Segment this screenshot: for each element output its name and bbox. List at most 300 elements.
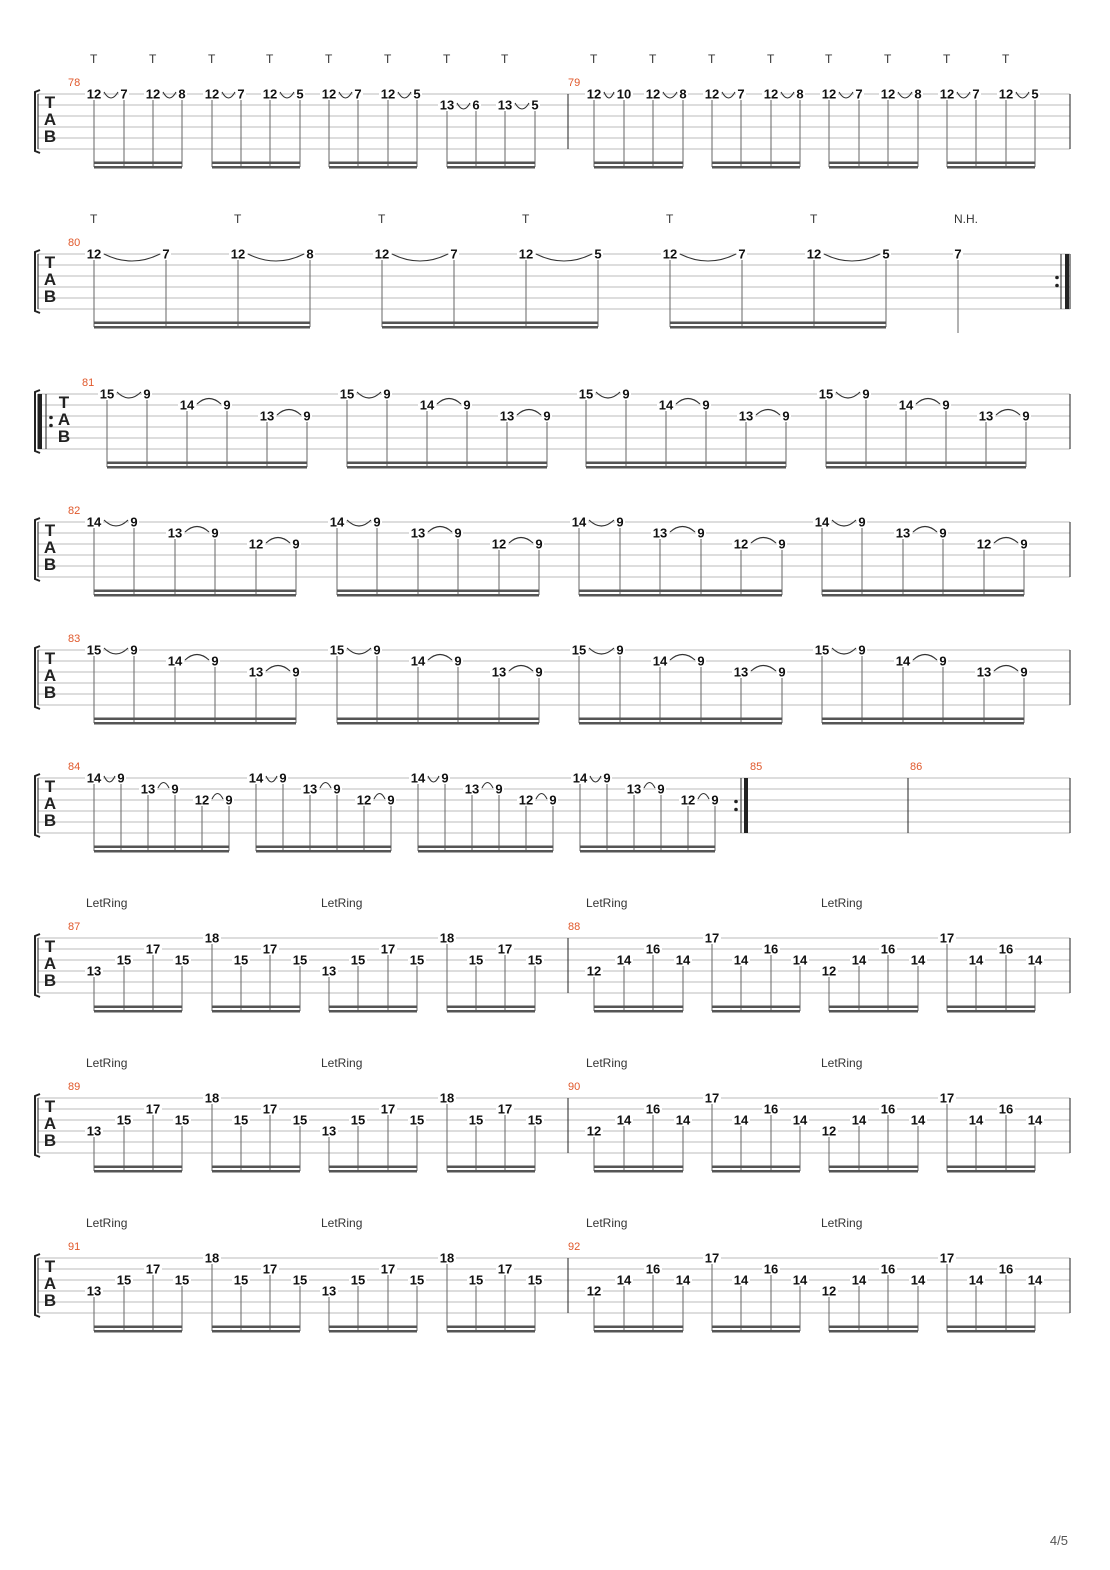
beam — [329, 166, 417, 169]
beam — [94, 718, 296, 721]
tie-arc — [280, 92, 294, 98]
fret-number: 14 — [167, 653, 183, 669]
fret-number: 13 — [86, 963, 102, 979]
fret-number: 17 — [939, 930, 955, 946]
fret-number: 13 — [410, 525, 426, 541]
tie-arc — [398, 92, 411, 98]
fret-number: 17 — [704, 930, 720, 946]
tab-clef-letter: B — [43, 683, 57, 702]
tab-clef-letter: T — [44, 521, 56, 540]
fret-number: 15 — [233, 1112, 249, 1128]
fret-number: 14 — [86, 770, 102, 786]
beam — [829, 1166, 918, 1169]
beam — [329, 1170, 417, 1173]
fret-number: 9 — [697, 525, 705, 541]
tap-marker: T — [208, 52, 216, 66]
measure-number: 80 — [68, 237, 81, 249]
tie-arc — [604, 92, 614, 98]
slur-arc — [670, 655, 695, 661]
fret-number: 17 — [262, 1101, 278, 1117]
fret-number: 9 — [862, 386, 870, 402]
measure-number: 86 — [910, 761, 923, 773]
tie-arc — [589, 520, 614, 526]
beam — [212, 1006, 300, 1009]
tie-arc — [515, 103, 529, 109]
beam — [829, 1330, 918, 1333]
fret-number: 9 — [373, 642, 381, 658]
fret-number: 9 — [622, 386, 630, 402]
fret-number: 13 — [626, 781, 642, 797]
fret-number: 13 — [978, 408, 994, 424]
tie-arc — [824, 254, 880, 261]
tab-clef-letter: T — [44, 937, 56, 956]
fret-number: 14 — [968, 1272, 984, 1288]
fret-number: 12 — [86, 246, 102, 262]
fret-number: 9 — [171, 781, 179, 797]
beam — [212, 1326, 300, 1329]
fret-number: 14 — [792, 1112, 808, 1128]
measure-number: 92 — [568, 1241, 581, 1253]
beam — [712, 1330, 800, 1333]
tie-arc — [663, 92, 677, 98]
slur-arc — [197, 399, 221, 405]
fret-number: 7 — [738, 246, 746, 262]
fret-number: 9 — [117, 770, 125, 786]
fret-number: 9 — [373, 514, 381, 530]
tie-arc — [104, 520, 128, 526]
slur-arc — [751, 666, 776, 672]
fret-number: 12 — [976, 536, 992, 552]
beam — [329, 1010, 417, 1013]
fret-number: 7 — [120, 86, 128, 102]
beam — [670, 326, 886, 329]
beam — [947, 162, 1035, 165]
tie-arc — [428, 776, 439, 782]
fret-number: 9 — [778, 536, 786, 552]
fret-number: 14 — [968, 952, 984, 968]
fret-number: 13 — [86, 1283, 102, 1299]
slur-arc — [509, 538, 533, 544]
fret-number: 16 — [998, 1261, 1014, 1277]
fret-number: 16 — [763, 941, 779, 957]
beam — [822, 590, 1024, 593]
slur-arc — [320, 783, 331, 789]
beam — [418, 850, 553, 853]
fret-number: 14 — [968, 1112, 984, 1128]
beam — [337, 594, 539, 597]
fret-number: 9 — [303, 408, 311, 424]
beam — [94, 1006, 182, 1009]
beam — [826, 462, 1026, 465]
repeat-start-thick — [38, 394, 42, 449]
tie-arc — [722, 92, 735, 98]
fret-number: 15 — [174, 1112, 190, 1128]
beam — [579, 722, 782, 725]
tab-clef-letter: T — [58, 393, 70, 412]
beam — [447, 1330, 535, 1333]
beam — [822, 718, 1024, 721]
beam — [329, 1326, 417, 1329]
beam — [712, 1006, 800, 1009]
slur-arc — [913, 655, 937, 661]
fret-number: 12 — [998, 86, 1014, 102]
fret-number: 9 — [543, 408, 551, 424]
tab-clef-letter: B — [43, 1131, 57, 1150]
fret-number: 15 — [814, 642, 830, 658]
fret-number: 15 — [571, 642, 587, 658]
fret-number: 9 — [697, 653, 705, 669]
beam — [579, 718, 782, 721]
fret-number: 12 — [194, 792, 210, 808]
tie-arc — [266, 776, 277, 782]
beam — [829, 1170, 918, 1173]
fret-number: 16 — [880, 941, 896, 957]
beam — [94, 1010, 182, 1013]
measure-number: 90 — [568, 1081, 581, 1093]
repeat-end-thick — [1065, 254, 1069, 309]
fret-number: 9 — [454, 525, 462, 541]
fret-number: 12 — [145, 86, 161, 102]
tab-clef-letter: A — [43, 954, 57, 973]
fret-number: 9 — [495, 781, 503, 797]
tab-clef-letter: A — [43, 794, 57, 813]
beam — [382, 326, 598, 329]
tap-marker: T — [943, 52, 951, 66]
beam — [594, 1330, 683, 1333]
fret-number: 12 — [806, 246, 822, 262]
beam — [337, 718, 539, 721]
fret-number: 17 — [497, 1261, 513, 1277]
fret-number: 15 — [233, 952, 249, 968]
fret-number: 13 — [895, 525, 911, 541]
let-ring-marker: LetRing — [321, 1056, 363, 1070]
fret-number: 15 — [292, 1272, 308, 1288]
slur-arc — [676, 399, 700, 405]
fret-number: 8 — [914, 86, 922, 102]
fret-number: 15 — [350, 952, 366, 968]
slur-arc — [482, 783, 493, 789]
fret-number: 9 — [549, 792, 557, 808]
slur-arc — [670, 527, 695, 533]
fret-number: 12 — [821, 86, 837, 102]
slur-arc — [437, 399, 461, 405]
tie-arc — [392, 254, 448, 261]
fret-number: 14 — [851, 952, 867, 968]
fret-number: 14 — [419, 397, 435, 413]
fret-number: 9 — [1020, 536, 1028, 552]
beam — [329, 162, 417, 165]
fret-number: 9 — [333, 781, 341, 797]
fret-number: 7 — [855, 86, 863, 102]
fret-number: 14 — [1027, 952, 1043, 968]
tap-marker: T — [443, 52, 451, 66]
fret-number: 14 — [898, 397, 914, 413]
fret-number: 16 — [645, 1101, 661, 1117]
tap-marker: T — [501, 52, 509, 66]
beam — [594, 166, 683, 169]
fret-number: 9 — [603, 770, 611, 786]
fret-number: 12 — [586, 1283, 602, 1299]
fret-number: 5 — [594, 246, 602, 262]
beam — [579, 594, 782, 597]
tie-arc — [357, 392, 381, 398]
fret-number: 12 — [680, 792, 696, 808]
slur-arc — [756, 410, 780, 416]
tap-marker: T — [825, 52, 833, 66]
tie-arc — [104, 92, 118, 98]
fret-number: 13 — [321, 963, 337, 979]
fret-number: 18 — [439, 1250, 455, 1266]
fret-number: 7 — [972, 86, 980, 102]
beam — [256, 850, 391, 853]
fret-number: 15 — [116, 952, 132, 968]
fret-number: 9 — [1020, 664, 1028, 680]
fret-number: 14 — [675, 1112, 691, 1128]
fret-number: 10 — [616, 86, 632, 102]
fret-number: 7 — [954, 246, 962, 262]
beam — [447, 1006, 535, 1009]
fret-number: 8 — [796, 86, 804, 102]
tap-marker: T — [234, 212, 242, 226]
fret-number: 13 — [733, 664, 749, 680]
fret-number: 9 — [535, 664, 543, 680]
fret-number: 14 — [248, 770, 264, 786]
fret-number: 15 — [86, 642, 102, 658]
beam — [947, 166, 1035, 169]
fret-number: 15 — [409, 1112, 425, 1128]
let-ring-marker: LetRing — [86, 1216, 128, 1230]
tie-arc — [589, 648, 614, 654]
fret-number: 14 — [733, 1272, 749, 1288]
beam — [329, 1330, 417, 1333]
beam — [712, 166, 800, 169]
let-ring-marker: LetRing — [586, 1056, 628, 1070]
beam — [712, 1170, 800, 1173]
beam — [94, 846, 229, 849]
tie-arc — [832, 520, 856, 526]
fret-number: 7 — [162, 246, 170, 262]
beam — [947, 1326, 1035, 1329]
fret-number: 9 — [702, 397, 710, 413]
fret-number: 9 — [616, 514, 624, 530]
slur-arc — [698, 794, 709, 800]
fret-number: 15 — [350, 1272, 366, 1288]
measure-number: 82 — [68, 505, 81, 517]
fret-number: 17 — [380, 1101, 396, 1117]
fret-number: 14 — [329, 514, 345, 530]
beam — [94, 162, 182, 165]
fret-number: 15 — [116, 1112, 132, 1128]
tie-arc — [1016, 92, 1029, 98]
tie-arc — [957, 92, 970, 98]
fret-number: 15 — [578, 386, 594, 402]
beam — [829, 1326, 918, 1329]
beam — [347, 462, 547, 465]
fret-number: 14 — [1027, 1112, 1043, 1128]
let-ring-marker: LetRing — [86, 896, 128, 910]
fret-number: 16 — [645, 941, 661, 957]
fret-number: 13 — [140, 781, 156, 797]
beam — [94, 166, 182, 169]
fret-number: 15 — [329, 642, 345, 658]
measure-number: 78 — [68, 77, 81, 89]
let-ring-marker: LetRing — [586, 1216, 628, 1230]
fret-number: 7 — [450, 246, 458, 262]
tap-marker: T — [149, 52, 157, 66]
fret-number: 14 — [910, 952, 926, 968]
fret-number: 17 — [497, 1101, 513, 1117]
fret-number: 15 — [409, 952, 425, 968]
tap-marker: T — [666, 212, 674, 226]
fret-number: 7 — [237, 86, 245, 102]
beam — [947, 1166, 1035, 1169]
fret-number: 15 — [468, 1272, 484, 1288]
beam — [447, 162, 535, 165]
fret-number: 12 — [374, 246, 390, 262]
repeat-dot — [49, 424, 53, 428]
tie-arc — [596, 392, 620, 398]
fret-number: 5 — [531, 97, 539, 113]
beam — [947, 1006, 1035, 1009]
fret-number: 13 — [499, 408, 515, 424]
fret-number: 12 — [586, 963, 602, 979]
tap-marker: T — [810, 212, 818, 226]
fret-number: 14 — [616, 952, 632, 968]
repeat-dot — [734, 808, 738, 812]
beam — [94, 594, 296, 597]
slur-arc — [517, 410, 541, 416]
repeat-dot — [49, 416, 53, 420]
fret-number: 9 — [441, 770, 449, 786]
fret-number: 13 — [167, 525, 183, 541]
beam — [447, 166, 535, 169]
beam — [594, 1010, 683, 1013]
fret-number: 14 — [658, 397, 674, 413]
beam — [94, 322, 310, 325]
tie-arc — [836, 392, 860, 398]
tab-clef-letter: T — [44, 777, 56, 796]
measure-number: 79 — [568, 77, 581, 89]
fret-number: 12 — [880, 86, 896, 102]
fret-number: 16 — [763, 1261, 779, 1277]
fret-number: 12 — [645, 86, 661, 102]
let-ring-marker: LetRing — [321, 896, 363, 910]
beam — [212, 1170, 300, 1173]
slur-arc — [277, 410, 301, 416]
beam — [947, 1010, 1035, 1013]
beam — [212, 1010, 300, 1013]
slur-arc — [751, 538, 776, 544]
tab-clef-letter: B — [43, 127, 57, 146]
beam — [337, 590, 539, 593]
tab-clef-letter: A — [43, 270, 57, 289]
tie-arc — [104, 776, 115, 782]
beam — [94, 850, 229, 853]
tap-marker: T — [708, 52, 716, 66]
fret-number: 12 — [586, 1123, 602, 1139]
tab-clef-letter: T — [44, 1097, 56, 1116]
fret-number: 16 — [998, 941, 1014, 957]
fret-number: 6 — [472, 97, 480, 113]
fret-number: 9 — [383, 386, 391, 402]
fret-number: 15 — [527, 952, 543, 968]
tap-marker: T — [325, 52, 333, 66]
beam — [594, 162, 683, 165]
tie-arc — [163, 92, 176, 98]
fret-number: 17 — [380, 1261, 396, 1277]
slur-arc — [536, 794, 547, 800]
beam — [212, 166, 300, 169]
tap-marker: T — [90, 52, 98, 66]
slur-arc — [266, 666, 290, 672]
beam — [94, 326, 310, 329]
beam — [107, 466, 307, 469]
fret-number: 13 — [86, 1123, 102, 1139]
slur-arc — [916, 399, 940, 405]
beam — [947, 1170, 1035, 1173]
tap-marker: T — [1002, 52, 1010, 66]
fret-number: 5 — [296, 86, 304, 102]
fret-number: 9 — [711, 792, 719, 808]
beam — [212, 1330, 300, 1333]
measure-number: 84 — [68, 761, 81, 773]
fret-number: 15 — [339, 386, 355, 402]
fret-number: 17 — [145, 941, 161, 957]
fret-number: 15 — [174, 1272, 190, 1288]
fret-number: 9 — [211, 653, 219, 669]
beam — [94, 1326, 182, 1329]
beam — [829, 166, 918, 169]
tie-arc — [536, 254, 592, 261]
fret-number: 15 — [527, 1272, 543, 1288]
fret-number: 15 — [409, 1272, 425, 1288]
slur-arc — [994, 538, 1018, 544]
beam — [94, 1170, 182, 1173]
let-ring-marker: LetRing — [821, 1216, 863, 1230]
beam — [712, 1166, 800, 1169]
tie-arc — [898, 92, 912, 98]
fret-number: 8 — [306, 246, 314, 262]
beam — [212, 162, 300, 165]
beam — [94, 590, 296, 593]
fret-number: 13 — [652, 525, 668, 541]
fret-number: 8 — [679, 86, 687, 102]
fret-number: 9 — [858, 514, 866, 530]
fret-number: 9 — [225, 792, 233, 808]
fret-number: 14 — [910, 1272, 926, 1288]
fret-number: 9 — [223, 397, 231, 413]
fret-number: 16 — [763, 1101, 779, 1117]
repeat-dot — [734, 800, 738, 804]
beam — [347, 466, 547, 469]
fret-number: 12 — [321, 86, 337, 102]
fret-number: 17 — [497, 941, 513, 957]
fret-number: 14 — [571, 514, 587, 530]
fret-number: 17 — [262, 941, 278, 957]
beam — [107, 462, 307, 465]
tab-clef-letter: B — [43, 555, 57, 574]
measure-number: 89 — [68, 1081, 81, 1093]
beam — [256, 846, 391, 849]
fret-number: 14 — [675, 1272, 691, 1288]
fret-number: 12 — [821, 963, 837, 979]
fret-number: 12 — [356, 792, 372, 808]
fret-number: 12 — [821, 1123, 837, 1139]
fret-number: 13 — [491, 664, 507, 680]
fret-number: 5 — [882, 246, 890, 262]
fret-number: 14 — [410, 770, 426, 786]
fret-number: 12 — [763, 86, 779, 102]
